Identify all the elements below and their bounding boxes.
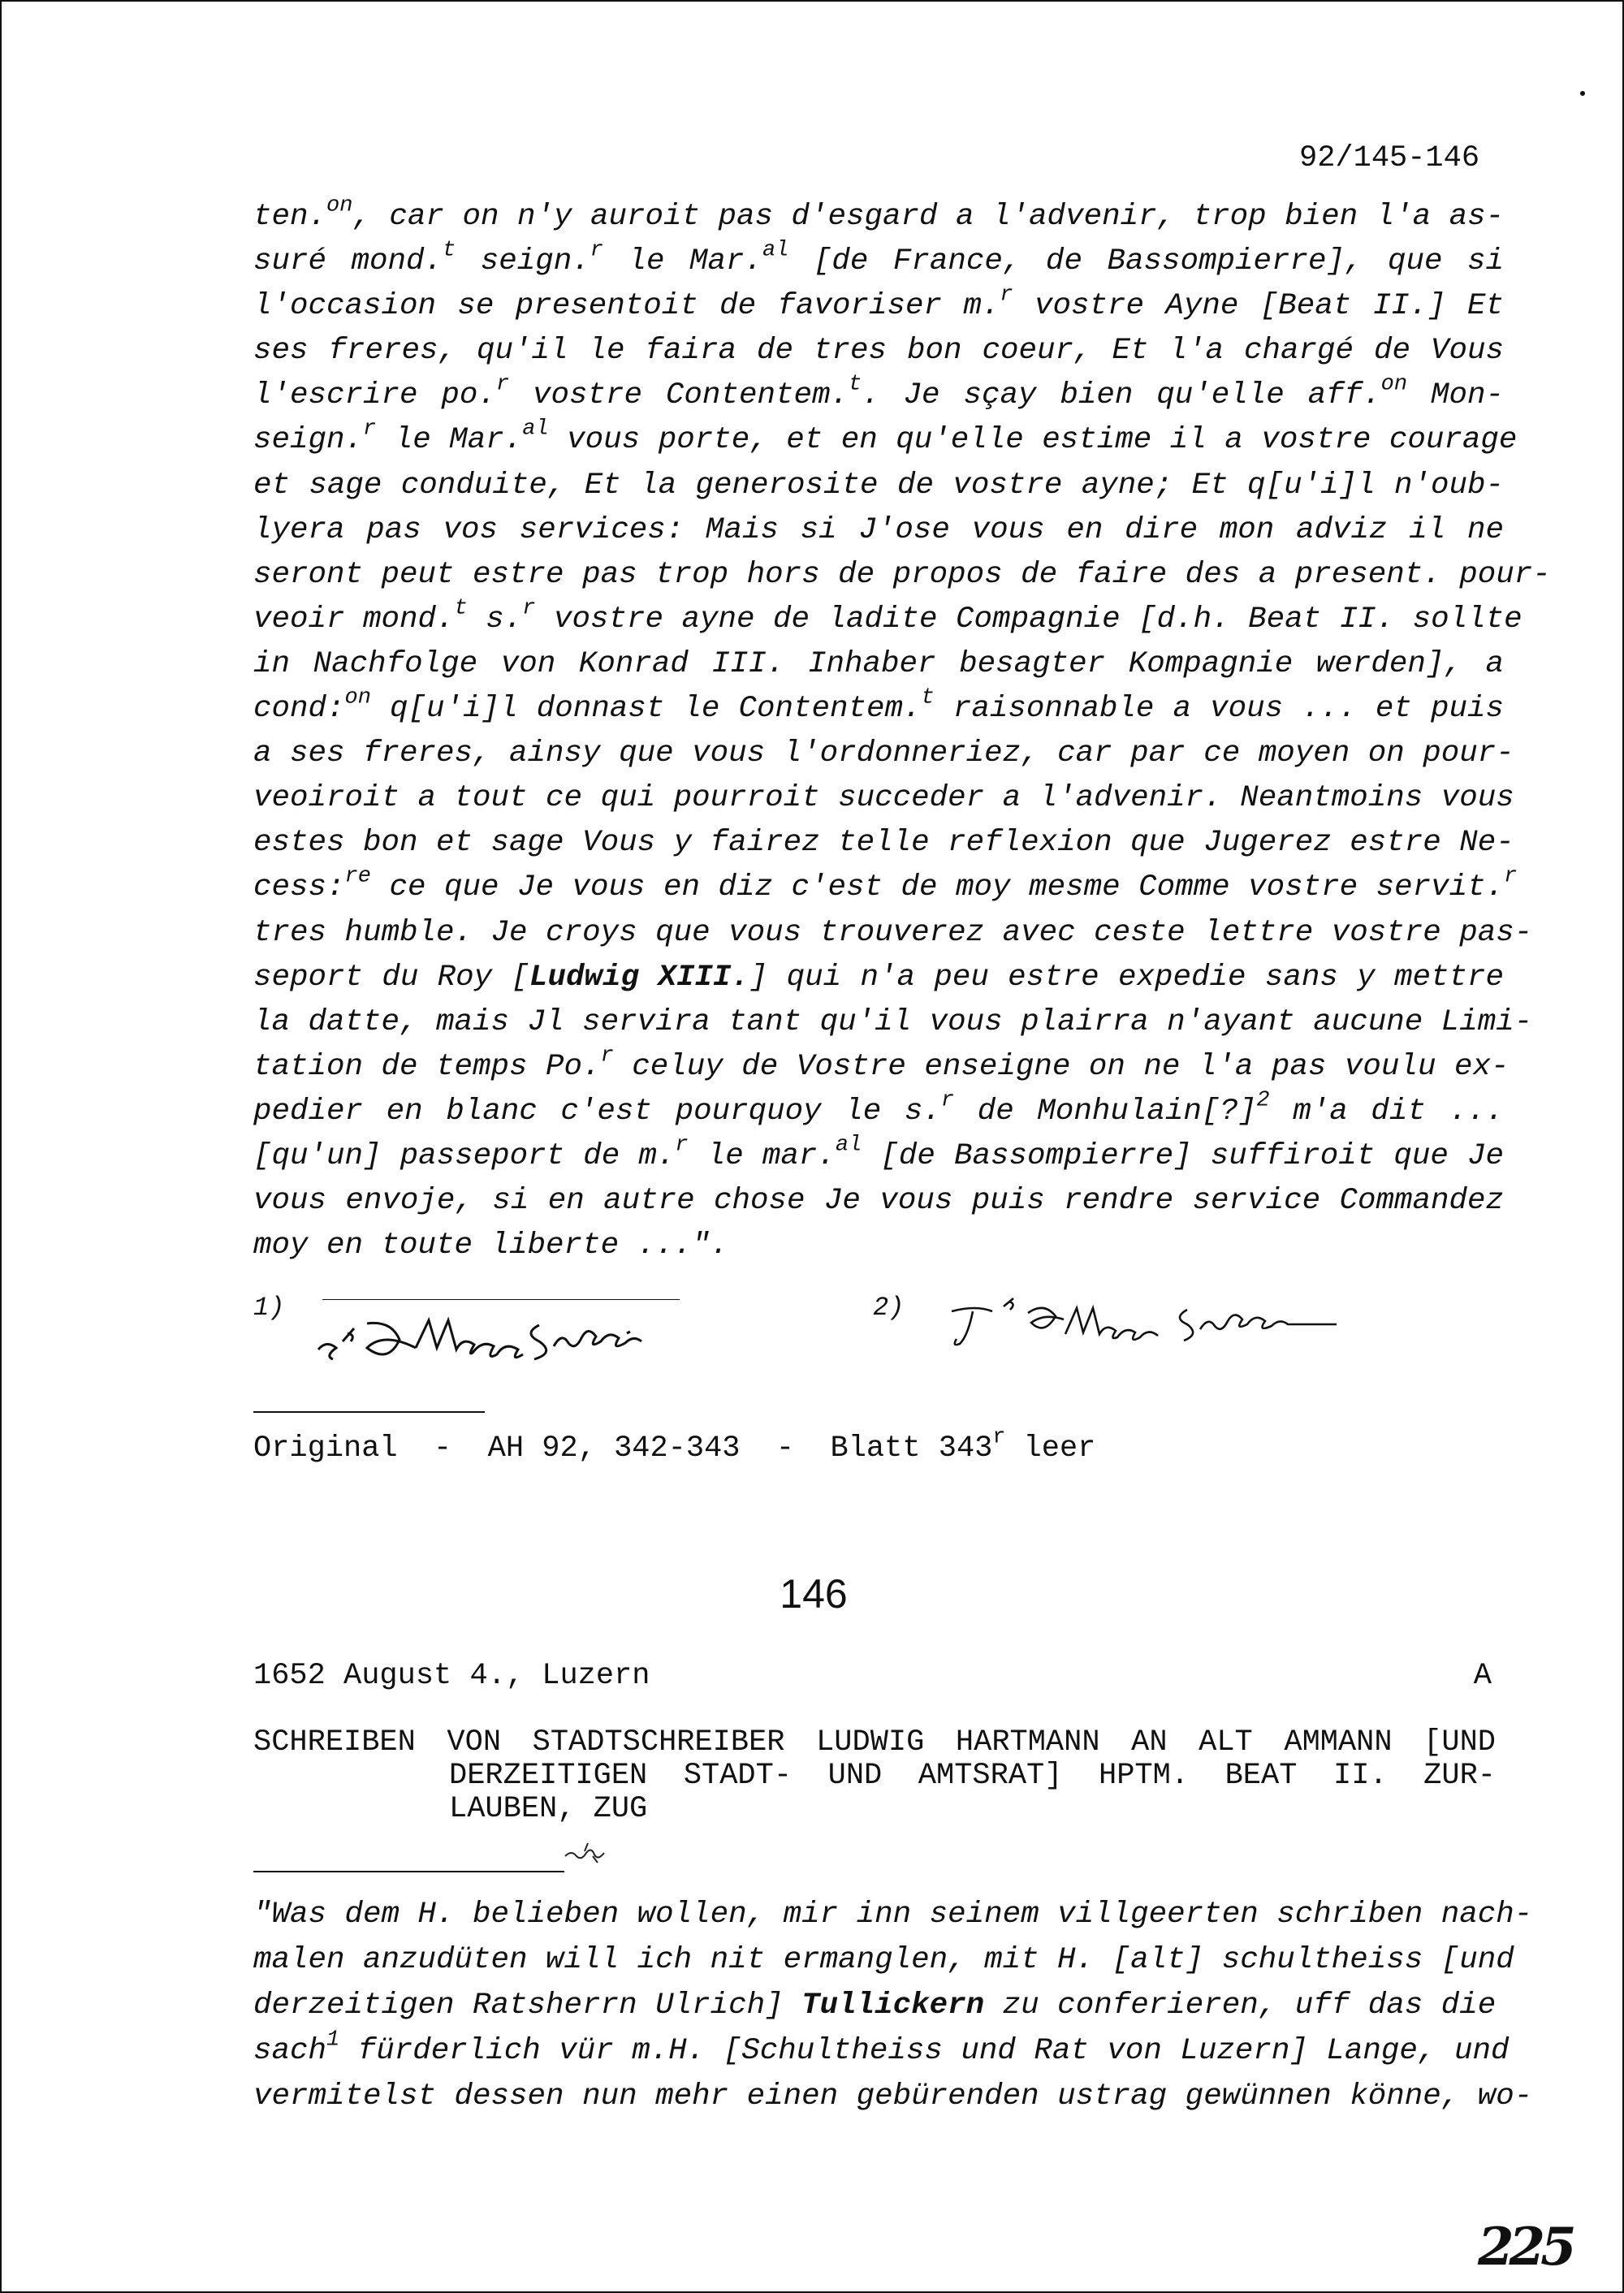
text-run: seport du Roy [ xyxy=(253,960,529,995)
text-run: la datte, mais Jl servira tant qu'il vous plairra n'ayant aucune Limi- xyxy=(253,1004,1533,1039)
text-line xyxy=(253,1134,1504,1179)
superscript: re xyxy=(344,864,371,889)
text-run: de Monhulain[?] xyxy=(954,1094,1257,1129)
text-line xyxy=(253,374,1504,418)
text-line xyxy=(253,864,1518,910)
superscript: 2 xyxy=(1256,1088,1270,1113)
document-heading xyxy=(253,1726,1496,1901)
text-run: Mon- xyxy=(1407,378,1504,413)
text-line xyxy=(253,1983,1496,2028)
text-line xyxy=(253,240,1504,284)
text-run: seign. xyxy=(456,244,590,279)
superscript: r xyxy=(600,1043,614,1069)
text-run: ten. xyxy=(253,200,327,234)
heading-line-2: DERZEITIGEN STADT- UND AMTSRAT] HPTM. BEAT II. ZUR- xyxy=(449,1759,1496,1793)
text-line xyxy=(253,1043,1510,1090)
text-run: le mar. xyxy=(688,1138,836,1173)
text-run: [qu'un] passeport de m. xyxy=(253,1138,676,1173)
text-run: cess: xyxy=(253,870,345,905)
text-run: vous porte, et en qu'elle estime il a vostre courage xyxy=(548,423,1518,458)
text-line xyxy=(253,508,1504,553)
signature-2-handwriting xyxy=(944,1289,1366,1362)
text-run: s. xyxy=(467,602,523,637)
text-run: [de France, de Bassompierre], que si xyxy=(788,244,1505,279)
superscript: r xyxy=(675,1133,689,1158)
text-run: fürderlich vür m.H. [Schultheiss und Rat von Luzern] Lange, und xyxy=(339,2034,1510,2068)
superscript: al xyxy=(762,238,789,263)
original-note-text: Original - AH 92, 342-343 - Blatt 343 xyxy=(253,1432,993,1466)
text-run: a ses freres, ainsy que vous l'ordonneriez, car par ce moyen on pour- xyxy=(253,736,1514,771)
footnote-divider xyxy=(253,1411,485,1413)
text-run: l'occasion se presentoit de favoriser m. xyxy=(253,289,1000,324)
text-run: ] qui n'a peu estre expedie sans y mettre xyxy=(749,960,1504,995)
superscript: 1 xyxy=(326,2027,340,2053)
text-run: cond: xyxy=(253,692,345,727)
text-run: le Mar. xyxy=(603,244,762,279)
superscript: t xyxy=(443,238,456,263)
document-number: 146 xyxy=(780,1571,848,1617)
superscript: al xyxy=(835,1133,862,1158)
text-run: moy en toute liberte ...". xyxy=(253,1229,729,1263)
text-line xyxy=(253,687,1504,732)
text-line xyxy=(253,776,1514,821)
superscript: on xyxy=(326,193,353,218)
signature-1-handwriting xyxy=(310,1301,700,1374)
superscript: al xyxy=(522,417,549,442)
text-run: pedier en blanc c'est pourquoy le s. xyxy=(253,1094,941,1129)
superscript: on xyxy=(344,685,371,710)
original-note-end: leer xyxy=(1005,1432,1096,1466)
superscript: t xyxy=(921,685,935,710)
text-run: derzeitigen Ratsherrn Ulrich] xyxy=(253,1989,802,2023)
text-run: ses freres, qu'il le faira de tres bon coeur, Et l'a chargé de Vous xyxy=(253,334,1504,369)
text-line xyxy=(253,596,1522,642)
text-run: raisonnable a vous ... et puis xyxy=(934,692,1504,727)
signature-2-label: 2) xyxy=(873,1293,905,1323)
text-line xyxy=(253,732,1514,776)
text-run: suré mond. xyxy=(253,244,443,279)
text-run: "Was dem H. belieben wollen, mir inn seinem villgeerten schriben nach- xyxy=(253,1898,1533,1932)
text-line xyxy=(253,464,1504,508)
letter-text-german xyxy=(253,1892,1533,2119)
text-run: vous envoje, si en autre chose Je vous puis rendre service Commandez xyxy=(253,1184,1504,1219)
text-run: seign. xyxy=(253,423,364,458)
text-line xyxy=(253,284,1504,329)
text-line xyxy=(253,1892,1533,1937)
text-run: celuy de Vostre enseigne on ne l'a pas voulu ex- xyxy=(613,1049,1510,1084)
speck xyxy=(1580,91,1585,96)
text-run: , car on n'y auroit pas d'esgard a l'advenir, trop bien l'a as- xyxy=(352,200,1505,234)
superscript: r xyxy=(363,417,377,442)
superscript: r xyxy=(1504,864,1518,889)
superscript: r xyxy=(590,238,603,263)
page-number: 225 xyxy=(1478,2217,1572,2278)
text-line xyxy=(253,642,1504,687)
text-line xyxy=(253,1000,1533,1045)
text-line xyxy=(253,417,1518,463)
superscript: r xyxy=(1000,283,1013,308)
signature-1-label: 1) xyxy=(253,1293,285,1323)
text-run: in Nachfolge von Konrad III. Inhaber besagter Kompagnie werden], a xyxy=(253,646,1504,681)
text-run: le Mar. xyxy=(376,423,523,458)
text-line xyxy=(253,956,1504,1000)
heading-line-3-text: LAUBEN, ZUG xyxy=(449,1792,648,1826)
date-place: 1652 August 4., Luzern xyxy=(253,1659,650,1693)
superscript: on xyxy=(1380,372,1408,397)
text-run: vermitelst dessen nun mehr einen gebürenden ustrag gewünnen könne, wo- xyxy=(253,2079,1533,2114)
text-run: tres humble. Je croys que vous trouverez avec ceste lettre vostre pas- xyxy=(253,915,1533,950)
text-run: l'escrire po. xyxy=(253,378,496,413)
document-reference: 92/145-146 xyxy=(1299,141,1480,175)
superscript: t xyxy=(848,372,862,397)
handwritten-mark xyxy=(557,1835,622,1868)
original-note-sup: r xyxy=(992,1424,1006,1449)
text-run: seront peut estre pas trop hors de propos de faire des a present. pour- xyxy=(253,557,1551,592)
document-category: A xyxy=(1473,1659,1492,1693)
superscript: r xyxy=(522,596,536,621)
signature-1-rule xyxy=(322,1299,680,1300)
text-run: vostre Contentem. xyxy=(509,378,849,413)
text-run: . Je sçay bien qu'elle aff. xyxy=(862,378,1381,413)
text-run: zu conferieren, uff das die xyxy=(984,1989,1497,2023)
text-run: veoir mond. xyxy=(253,602,455,637)
heading-line-1: SCHREIBEN VON STADTSCHREIBER LUDWIG HARTMANN AN ALT AMMANN [UND xyxy=(253,1725,1496,1760)
text-run: vostre ayne de ladite Compagnie [d.h. Beat II. sollte xyxy=(535,602,1522,637)
text-run: q[u'i]l donnast le Contentem. xyxy=(370,692,922,727)
text-run: m'a dit ... xyxy=(1269,1094,1505,1129)
text-run: ce que Je vous en diz c'est de moy mesme Comme vostre servit. xyxy=(370,870,1505,905)
text-run: estes bon et sage Vous y fairez telle reflexion que Jugerez estre Ne- xyxy=(253,826,1514,861)
text-line xyxy=(253,1090,1504,1134)
text-run: veoiroit a tout ce qui pourroit succeder a l'advenir. Neantmoins vous xyxy=(253,781,1514,816)
text-line xyxy=(253,195,1504,240)
text-line xyxy=(253,821,1514,866)
original-source-note xyxy=(253,1424,1096,1466)
text-line xyxy=(253,2027,1510,2074)
text-run: sach xyxy=(253,2034,327,2068)
text-run: lyera pas vos services: Mais si J'ose vous en dire mon adviz il ne xyxy=(253,512,1504,547)
text-line xyxy=(253,911,1533,956)
text-line xyxy=(253,1224,1504,1268)
heading-line-3 xyxy=(449,1793,1496,1901)
superscript: r xyxy=(495,372,510,397)
text-run: tation de temps Po. xyxy=(253,1049,601,1084)
bold-name: Ludwig XIII. xyxy=(529,960,749,995)
bold-name: Tullickern xyxy=(801,1989,985,2023)
text-run: malen anzudüten will ich nit ermanglen, mit H. [alt] schultheiss [und xyxy=(253,1943,1514,1977)
superscript: r xyxy=(940,1088,955,1113)
text-line xyxy=(253,329,1504,374)
text-line xyxy=(253,2074,1533,2119)
text-run: et sage conduite, Et la generosite de vostre ayne; Et q[u'i]l n'oub- xyxy=(253,468,1504,503)
text-line xyxy=(253,1179,1504,1224)
text-line xyxy=(253,553,1551,598)
letter-text-french xyxy=(253,193,1551,1268)
heading-divider xyxy=(253,1871,564,1872)
text-run: vostre Ayne [Beat II.] Et xyxy=(1013,289,1504,324)
text-line xyxy=(253,1937,1514,1983)
superscript: t xyxy=(454,596,468,621)
date-place-line xyxy=(253,1659,1492,1693)
text-run: [de Bassompierre] suffiroit que Je xyxy=(862,1138,1504,1173)
